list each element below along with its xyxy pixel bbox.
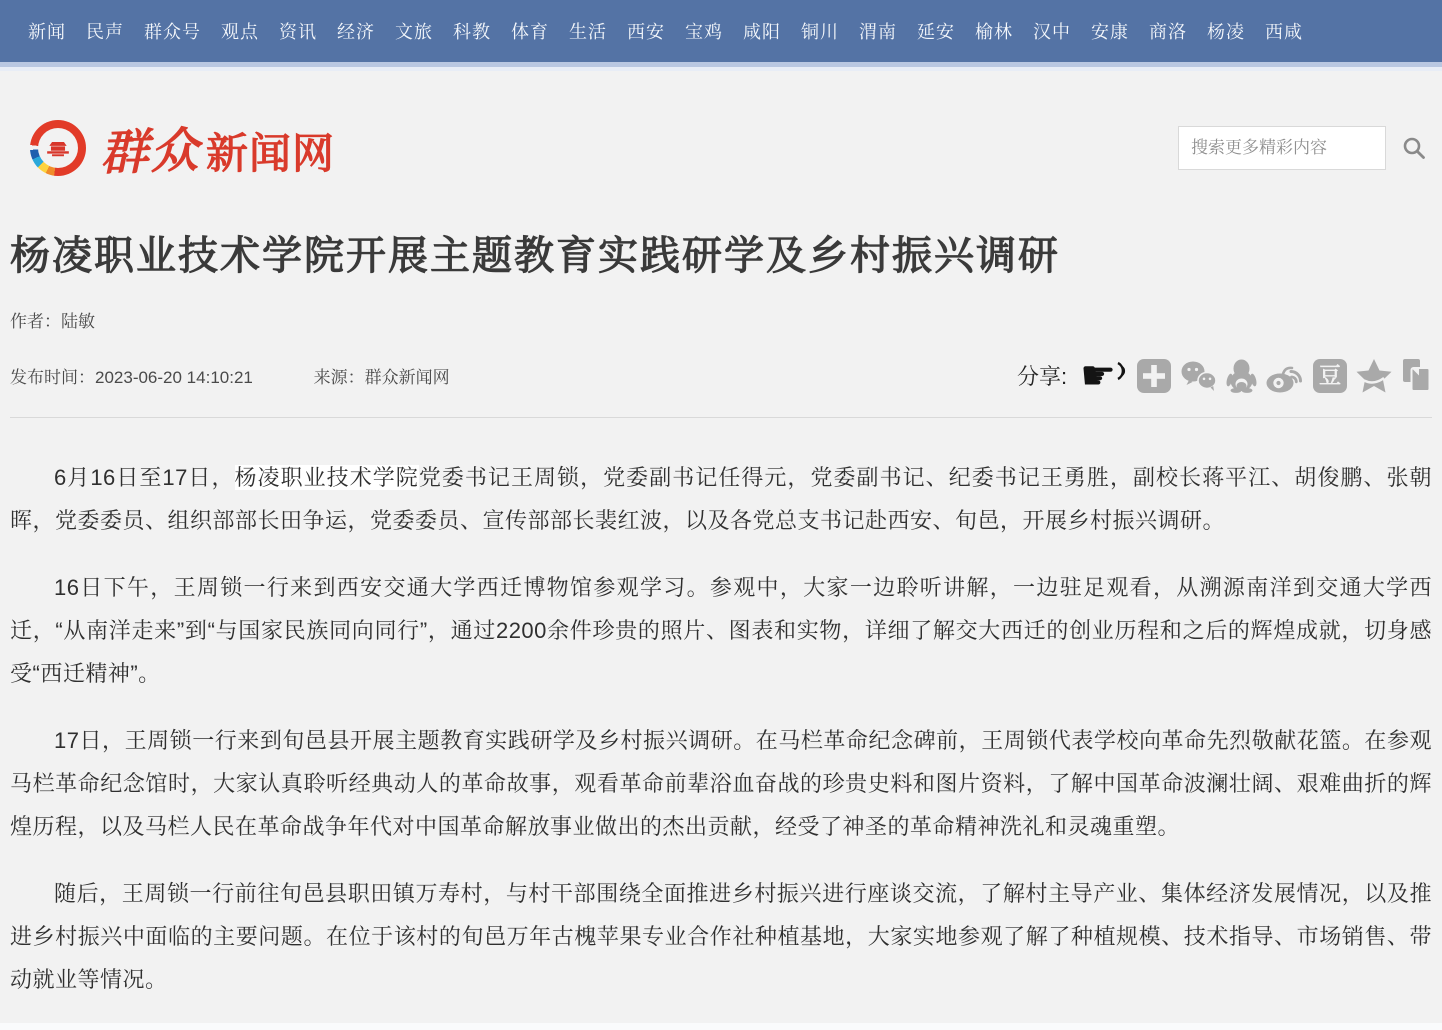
nav-item[interactable]: 汉中 <box>1033 22 1071 42</box>
nav-item[interactable]: 延安 <box>917 22 955 42</box>
share-toolbar <box>1017 352 1432 399</box>
search-input[interactable] <box>1178 126 1386 170</box>
article-author-row <box>10 307 1432 332</box>
nav-item[interactable]: 生活 <box>569 22 607 42</box>
author-name: 陆敏 <box>61 312 95 331</box>
paragraph-1: 6月16日至17日，杨凌职业技术学院党委书记王周锁，党委副书记任得元，党委副书记、纪委书记王勇胜，副校长蒋平江、胡俊鹏、张朝晖，党委委员、组织部部长田争运，党委委员、宣传部部长裴红波，以及各党总支书记赴西安、旬邑，开展乡村振兴调研。 <box>10 465 1432 533</box>
paragraph-4: 随后，王周锁一行前往旬邑县职田镇万寿村，与村干部围绕全面推进乡村振兴进行座谈交流，了解村主导产业、集体经济发展情况，以及推进乡村振兴中面临的主要问题。在位于该村的旬邑万年古槐苹果专业合作社种植基地，大家实地参观了解了种植规模、技术指导、市场销售、带动就业等情况。 <box>10 881 1432 992</box>
site-logo[interactable] <box>30 113 335 182</box>
logo-calligraphy: 群众 <box>99 122 202 182</box>
article-title: 杨凌职业技术学院开展主题教育实践研学及乡村振兴调研 <box>10 234 1060 278</box>
logo-tower-icon <box>45 139 71 157</box>
search-icon <box>1402 136 1426 160</box>
nav-item[interactable]: 西咸 <box>1265 22 1303 42</box>
qq-icon[interactable] <box>1226 359 1257 393</box>
douban-icon[interactable]: 豆 <box>1313 359 1347 393</box>
highlighted-keyword: 杨凌职业技术学院 <box>234 465 419 490</box>
nav-item[interactable]: 文旅 <box>395 22 433 42</box>
weibo-icon[interactable] <box>1266 359 1304 393</box>
search-button[interactable] <box>1386 126 1442 170</box>
publish-time: 2023-06-20 14:10:21 <box>95 368 253 387</box>
source-label: 来源： <box>313 368 365 387</box>
nav-item[interactable]: 群众号 <box>144 22 201 42</box>
nav-item[interactable]: 宝鸡 <box>685 22 723 42</box>
paragraph-3: 17日，王周锁一行来到旬邑县开展主题教育实践研学及乡村振兴调研。在马栏革命纪念碑前，王周锁代表学校向革命先烈敬献花篮。在参观马栏革命纪念馆时，大家认真聆听经典动人的革命故事，观看革命前辈浴血奋战的珍贵史料和图片资料，了解中国革命波澜壮阔、艰难曲折的辉煌历程，以及马栏人民在革命战争年代对中国革命解放事业做出的杰出贡献，经受了神圣的革命精神洗礼和灵魂重塑。 <box>10 728 1432 839</box>
nav-item[interactable]: 安康 <box>1091 22 1129 42</box>
nav-item[interactable]: 体育 <box>511 22 549 42</box>
article-body <box>0 418 1442 1001</box>
nav-item[interactable]: 资讯 <box>279 22 317 42</box>
nav-item[interactable]: 科教 <box>453 22 491 42</box>
nav-item[interactable]: 新闻 <box>28 22 66 42</box>
top-navbar <box>0 0 1442 62</box>
section-divider-strip <box>0 1023 1442 1030</box>
qzone-icon[interactable] <box>1356 359 1392 393</box>
source-name: 群众新闻网 <box>364 368 450 387</box>
nav-item[interactable]: 经济 <box>337 22 375 42</box>
paragraph-2: 16日下午，王周锁一行来到西安交通大学西迁博物馆参观学习。参观中，大家一边聆听讲解，一边驻足观看，从溯源南洋到交通大学西迁，“从南洋走来”到“与国家民族同向同行”，通过2200余件珍贵的照片、图表和实物，详细了解交大西迁的创业历程和之后的辉煌成就，切身感受“西迁精神”。 <box>10 575 1432 686</box>
nav-item[interactable]: 铜川 <box>801 22 839 42</box>
article-meta-row <box>10 352 1432 399</box>
nav-item[interactable]: 民声 <box>86 22 124 42</box>
copy-link-icon[interactable] <box>1401 358 1432 393</box>
nav-item[interactable]: 咸阳 <box>743 22 781 42</box>
hand-click-icon[interactable]: ☛ <box>1080 359 1128 393</box>
nav-item[interactable]: 渭南 <box>859 22 897 42</box>
nav-item[interactable]: 观点 <box>221 22 259 42</box>
wechat-icon[interactable] <box>1180 359 1217 392</box>
site-header <box>0 71 1442 209</box>
share-label: 分享: <box>1017 364 1068 389</box>
publish-time-label: 发布时间： <box>10 368 95 387</box>
logo-text <box>100 113 335 182</box>
logo-suffix: 新闻网 <box>206 130 336 177</box>
logo-globe-icon <box>30 120 86 176</box>
nav-item[interactable]: 杨凌 <box>1207 22 1245 42</box>
share-more-icon[interactable] <box>1137 359 1171 393</box>
nav-item[interactable]: 商洛 <box>1149 22 1187 42</box>
nav-item[interactable]: 榆林 <box>975 22 1013 42</box>
nav-item[interactable]: 西安 <box>627 22 665 42</box>
search-bar <box>1178 126 1442 170</box>
publish-info <box>10 363 450 388</box>
author-label: 作者： <box>10 312 61 331</box>
